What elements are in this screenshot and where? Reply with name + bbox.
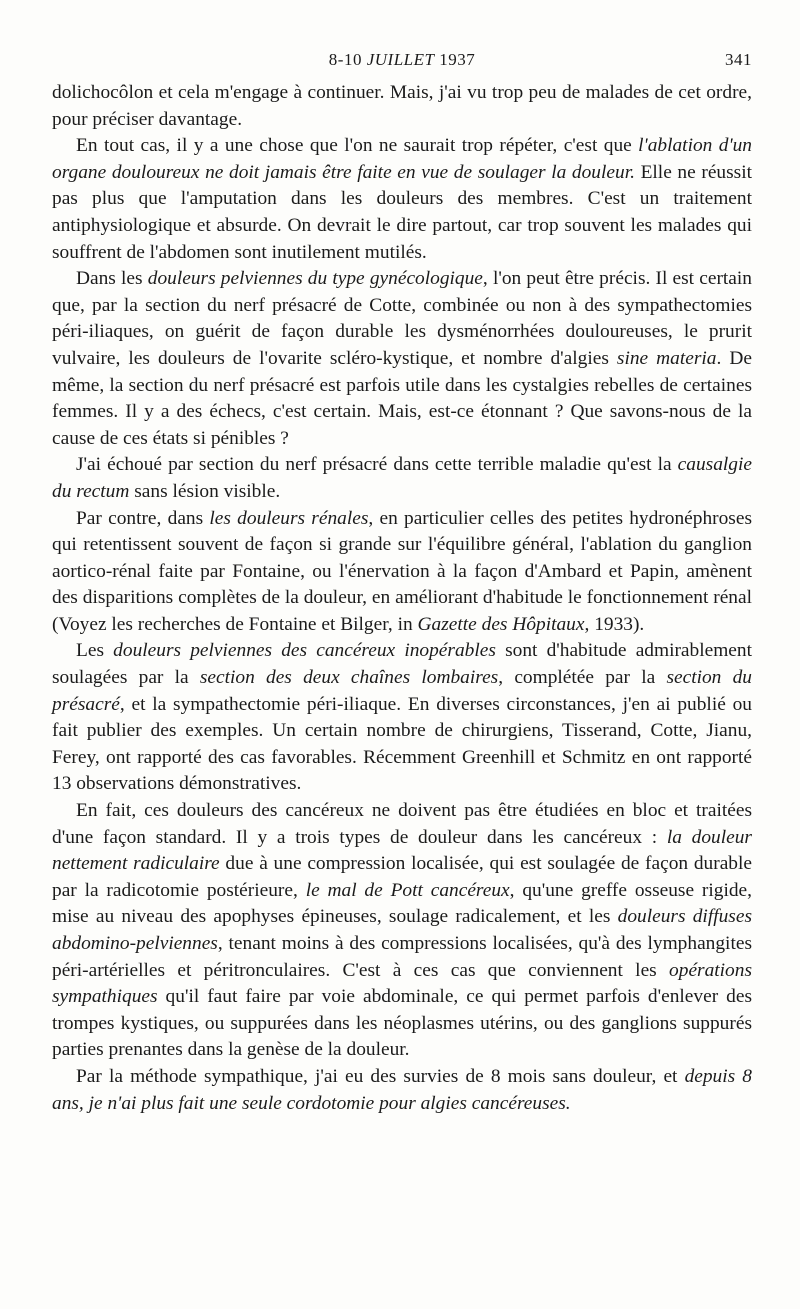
italic-text: douleurs diffuses abdomino-pelviennes xyxy=(52,906,752,954)
text-run: , en particulier celles des petites hydronéphroses qui retentissent souvent de façon si grande sur l'équilibre général, l'ablation du ganglion aortico-rénal faite par Fontaine, ou l'énervation à la façon d'Ambard et Papin, amènent des disparitions complètes de la douleur, en améliorant d'habitude le fonctionnement rénal (Voyez les recherches de Fontaine et Bilger, in xyxy=(52,507,753,635)
italic-text: douleurs pelviennes des cancéreux inopérables xyxy=(113,640,496,662)
text-run: dolichocôlon et cela m'engage à continuer. Mais, j'ai vu trop peu de malades de cet ordre, pour préciser davantage. xyxy=(52,82,752,130)
text-run: Dans les xyxy=(76,268,148,290)
italic-text: sine materia xyxy=(616,347,717,369)
article-body xyxy=(52,80,752,1117)
italic-text: opérations sympathiques xyxy=(52,959,752,1008)
italic-text: Gazette des Hôpitaux xyxy=(417,613,585,635)
page-number: 341 xyxy=(725,50,752,69)
text-run: , tenant moins à des compressions localisées, qu'à des lymphangites péri-artérielles et péritronculaires. C'est à ces cas que conviennent les xyxy=(52,933,752,981)
italic-text: la douleur nettement radiculaire xyxy=(52,826,752,875)
italic-text: le mal de Pott cancéreux xyxy=(305,879,510,901)
text-run: sans lésion visible. xyxy=(129,480,281,502)
paragraph xyxy=(52,798,752,1064)
text-run: . De même, la section du nerf présacré est parfois utile dans les cystalgies rebelles de certaines femmes. Il y a des échecs, c'est certain. Mais, est-ce étonnant ? Que savons-nous de la cause de ces états si pénibles ? xyxy=(52,347,752,449)
italic-text: l'ablation d'un organe douloureux ne doit jamais être faite en vue de soulager la douleur. xyxy=(52,135,752,183)
italic-text: section des deux chaînes lombaires xyxy=(199,667,499,689)
paragraph xyxy=(52,133,752,266)
italic-text: depuis 8 ans, je n'ai plus fait une seule cordotomie pour algies cancéreuses. xyxy=(52,1065,753,1114)
italic-text: section du présacré xyxy=(52,667,753,715)
text-run: Les xyxy=(76,640,114,662)
running-header xyxy=(52,50,752,80)
text-run: , et la sympathectomie péri-iliaque. En diverses circonstances, j'en ai publié ou fait publier des exemples. Un certain nombre de chirurgiens, Tisserand, Cotte, Jianu, Ferey, ont rapporté des cas favorables. Récemment Greenhill et Schmitz en ont rapporté 13 observations démonstratives. xyxy=(52,693,752,795)
italic-text: causalgie du rectum xyxy=(52,454,752,502)
italic-text: les douleurs rénales xyxy=(209,507,369,529)
text-run: J'ai échoué par section du nerf présacré dans cette terrible maladie qu'est la xyxy=(76,454,678,476)
issue-date: 8-10 JUILLET 1937 xyxy=(328,50,476,69)
text-run: , 1933). xyxy=(584,613,645,635)
paragraph xyxy=(52,506,752,639)
text-run: Elle ne réussit pas plus que l'amputation dans les douleurs des membres. C'est un traitement antiphysiologique et absurde. On devrait le dire partout, car trop souvent les malades qui souffrent de l'abdomen sont inutilement mutilés. xyxy=(52,161,752,263)
text-run: En fait, ces douleurs des cancéreux ne doivent pas être étudiées en bloc et traitées d'une façon standard. Il y a trois types de douleur dans les cancéreux : xyxy=(52,800,752,848)
text-run: sont d'habitude admirablement soulagées par la xyxy=(52,640,752,689)
text-run: due à une compression localisée, qui est soulagée de façon durable par la radicotomie postérieure, xyxy=(52,853,752,901)
paragraph xyxy=(52,638,752,798)
text-run: qu'il faut faire par voie abdominale, ce qui permet parfois d'enlever des trompes kystiques, ou suppurées dans les néoplasmes utérins, ou des ganglions suppurés parties prenantes dans la genèse de la douleur. xyxy=(52,986,752,1061)
paragraph xyxy=(52,1064,752,1117)
paragraph xyxy=(52,266,752,452)
text-run: Par contre, dans xyxy=(76,507,210,529)
text-run: , complétée par la xyxy=(498,667,667,689)
paragraph xyxy=(52,452,752,505)
text-run: En tout cas, il y a une chose que l'on ne saurait trop répéter, c'est que xyxy=(76,135,639,157)
text-run: Par la méthode sympathique, j'ai eu des survies de 8 mois sans douleur, et xyxy=(76,1065,685,1087)
text-run: , qu'une greffe osseuse rigide, mise au niveau des apophyses épineuses, soulage radicalement, et les xyxy=(52,879,752,928)
italic-text: douleurs pelviennes du type gynécologique xyxy=(147,268,483,290)
paragraph xyxy=(52,80,752,133)
text-run: , l'on peut être précis. Il est certain que, par la section du nerf présacré de Cotte, combinée ou non à des sympathectomies péri-iliaques, on guérit de façon durable les dysménorrhées douloureuses, le prurit vulvaire, les douleurs de l'ovarite scléro-kystique, et nombre d'algies xyxy=(52,268,752,369)
